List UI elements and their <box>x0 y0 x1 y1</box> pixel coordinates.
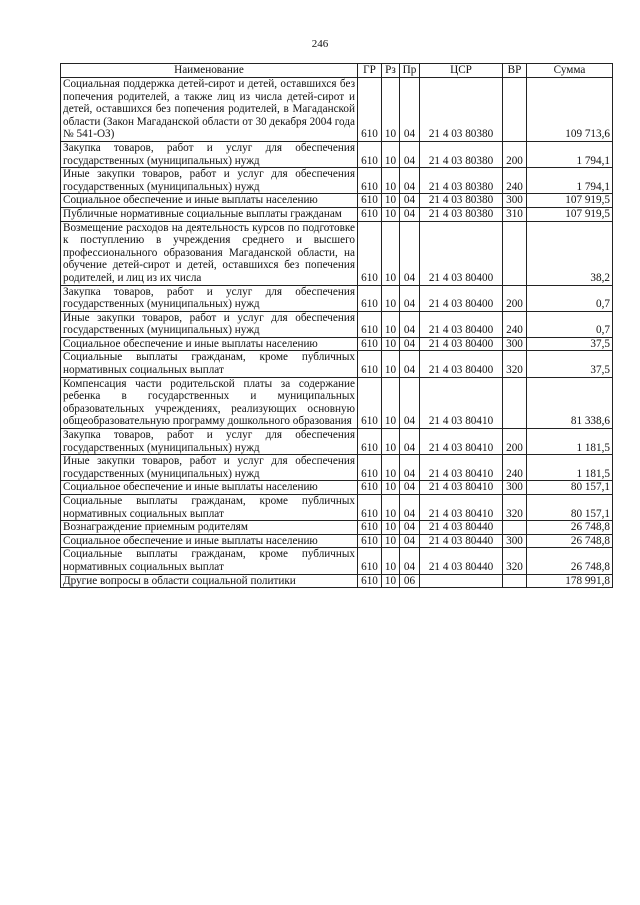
cell-vr <box>503 78 527 142</box>
cell-sum: 1 181,5 <box>527 429 613 455</box>
table-row <box>61 548 613 574</box>
cell-pr: 04 <box>400 455 420 481</box>
cell-rz: 10 <box>382 495 400 521</box>
table-row <box>61 285 613 311</box>
cell-gr: 610 <box>358 574 382 588</box>
cell-vr: 300 <box>503 194 527 208</box>
header-gr: ГР <box>358 64 382 78</box>
cell-name: Иные закупки товаров, работ и услуг для обеспечения государственных (муниципальных) нужд <box>61 311 358 337</box>
cell-csr <box>420 574 503 588</box>
cell-gr: 610 <box>358 285 382 311</box>
cell-vr: 320 <box>503 351 527 377</box>
cell-csr: 21 4 03 80410 <box>420 377 503 428</box>
table-row <box>61 337 613 351</box>
page-number: 246 <box>311 38 329 50</box>
cell-name: Социальные выплаты гражданам, кроме публичных нормативных социальных выплат <box>61 351 358 377</box>
cell-sum: 80 157,1 <box>527 481 613 495</box>
header-name: Наименование <box>61 64 358 78</box>
cell-name: Другие вопросы в области социальной политики <box>61 574 358 588</box>
table-row <box>61 521 613 535</box>
cell-pr: 04 <box>400 548 420 574</box>
cell-sum: 1 181,5 <box>527 455 613 481</box>
cell-sum: 80 157,1 <box>527 495 613 521</box>
cell-pr: 04 <box>400 141 420 167</box>
cell-csr: 21 4 03 80410 <box>420 481 503 495</box>
cell-pr: 04 <box>400 78 420 142</box>
table-row <box>61 311 613 337</box>
cell-pr: 04 <box>400 285 420 311</box>
cell-csr: 21 4 03 80380 <box>420 207 503 221</box>
cell-csr: 21 4 03 80400 <box>420 311 503 337</box>
cell-pr: 04 <box>400 194 420 208</box>
cell-sum: 26 748,8 <box>527 521 613 535</box>
cell-sum: 1 794,1 <box>527 168 613 194</box>
cell-vr: 240 <box>503 168 527 194</box>
cell-name: Социальное обеспечение и иные выплаты населению <box>61 194 358 208</box>
table-row <box>61 351 613 377</box>
cell-sum: 1 794,1 <box>527 141 613 167</box>
cell-rz: 10 <box>382 221 400 285</box>
cell-name: Возмещение расходов на деятельность курсов по подготовке к поступлению в учреждения среднего и высшего профессионального образования Магаданской области, на обучение детей-сирот и детей, оставшихся без попечения родителей, и лиц из их числа <box>61 221 358 285</box>
cell-gr: 610 <box>358 168 382 194</box>
cell-gr: 610 <box>358 429 382 455</box>
cell-vr <box>503 377 527 428</box>
table-row <box>61 194 613 208</box>
table-row <box>61 168 613 194</box>
table-row <box>61 221 613 285</box>
cell-pr: 04 <box>400 207 420 221</box>
cell-name: Закупка товаров, работ и услуг для обеспечения государственных (муниципальных) нужд <box>61 141 358 167</box>
cell-name: Социальные выплаты гражданам, кроме публичных нормативных социальных выплат <box>61 495 358 521</box>
header-csr: ЦСР <box>420 64 503 78</box>
budget-table <box>60 63 613 588</box>
cell-sum: 0,7 <box>527 311 613 337</box>
cell-rz: 10 <box>382 548 400 574</box>
cell-name: Закупка товаров, работ и услуг для обеспечения государственных (муниципальных) нужд <box>61 429 358 455</box>
cell-gr: 610 <box>358 481 382 495</box>
cell-sum: 26 748,8 <box>527 534 613 548</box>
cell-pr: 04 <box>400 521 420 535</box>
cell-vr: 300 <box>503 534 527 548</box>
cell-gr: 610 <box>358 534 382 548</box>
cell-csr: 21 4 03 80440 <box>420 548 503 574</box>
cell-csr: 21 4 03 80410 <box>420 495 503 521</box>
table-row <box>61 574 613 588</box>
cell-pr: 04 <box>400 377 420 428</box>
cell-gr: 610 <box>358 377 382 428</box>
table-row <box>61 534 613 548</box>
header-sum: Сумма <box>527 64 613 78</box>
header-pr: Пр <box>400 64 420 78</box>
cell-sum: 107 919,5 <box>527 207 613 221</box>
cell-pr: 04 <box>400 534 420 548</box>
cell-name: Социальное обеспечение и иные выплаты населению <box>61 481 358 495</box>
cell-csr: 21 4 03 80380 <box>420 141 503 167</box>
cell-sum: 26 748,8 <box>527 548 613 574</box>
cell-gr: 610 <box>358 194 382 208</box>
cell-rz: 10 <box>382 351 400 377</box>
cell-sum: 109 713,6 <box>527 78 613 142</box>
cell-rz: 10 <box>382 311 400 337</box>
cell-name: Социальное обеспечение и иные выплаты населению <box>61 534 358 548</box>
cell-vr <box>503 574 527 588</box>
table-row <box>61 207 613 221</box>
cell-rz: 10 <box>382 521 400 535</box>
cell-sum: 107 919,5 <box>527 194 613 208</box>
cell-csr: 21 4 03 80400 <box>420 221 503 285</box>
cell-vr: 200 <box>503 285 527 311</box>
cell-gr: 610 <box>358 455 382 481</box>
cell-pr: 06 <box>400 574 420 588</box>
cell-pr: 04 <box>400 221 420 285</box>
cell-pr: 04 <box>400 351 420 377</box>
cell-vr: 200 <box>503 141 527 167</box>
cell-vr: 240 <box>503 455 527 481</box>
cell-rz: 10 <box>382 481 400 495</box>
cell-name: Вознаграждение приемным родителям <box>61 521 358 535</box>
table-row <box>61 429 613 455</box>
table-row <box>61 455 613 481</box>
cell-name: Социальные выплаты гражданам, кроме публичных нормативных социальных выплат <box>61 548 358 574</box>
cell-gr: 610 <box>358 495 382 521</box>
cell-pr: 04 <box>400 168 420 194</box>
cell-pr: 04 <box>400 495 420 521</box>
cell-vr: 300 <box>503 337 527 351</box>
cell-rz: 10 <box>382 207 400 221</box>
cell-csr: 21 4 03 80410 <box>420 429 503 455</box>
table-row <box>61 377 613 428</box>
cell-vr <box>503 521 527 535</box>
cell-csr: 21 4 03 80380 <box>420 194 503 208</box>
cell-gr: 610 <box>358 521 382 535</box>
table-row <box>61 481 613 495</box>
cell-rz: 10 <box>382 337 400 351</box>
cell-name: Иные закупки товаров, работ и услуг для обеспечения государственных (муниципальных) нужд <box>61 168 358 194</box>
cell-gr: 610 <box>358 141 382 167</box>
cell-csr: 21 4 03 80380 <box>420 78 503 142</box>
cell-gr: 610 <box>358 351 382 377</box>
cell-gr: 610 <box>358 78 382 142</box>
cell-rz: 10 <box>382 455 400 481</box>
cell-sum: 81 338,6 <box>527 377 613 428</box>
cell-name: Закупка товаров, работ и услуг для обеспечения государственных (муниципальных) нужд <box>61 285 358 311</box>
cell-gr: 610 <box>358 548 382 574</box>
cell-sum: 37,5 <box>527 337 613 351</box>
cell-sum: 38,2 <box>527 221 613 285</box>
cell-vr: 310 <box>503 207 527 221</box>
header-rz: Рз <box>382 64 400 78</box>
cell-name: Социальное обеспечение и иные выплаты населению <box>61 337 358 351</box>
cell-vr: 320 <box>503 548 527 574</box>
cell-pr: 04 <box>400 337 420 351</box>
cell-name: Компенсация части родительской платы за содержание ребенка в государственных и муниципальных образовательных учреждениях, реализующих основную общеобразовательную программу дошкольного образования <box>61 377 358 428</box>
cell-rz: 10 <box>382 141 400 167</box>
cell-vr: 300 <box>503 481 527 495</box>
cell-csr: 21 4 03 80400 <box>420 285 503 311</box>
cell-rz: 10 <box>382 78 400 142</box>
cell-csr: 21 4 03 80410 <box>420 455 503 481</box>
cell-name: Социальная поддержка детей-сирот и детей, оставшихся без попечения родителей, а также лиц из числа детей-сирот и детей, оставшихся без попечения родителей, в Магаданской области (Закон Магаданской области от 30 декабря 2004 года № 541-ОЗ) <box>61 78 358 142</box>
cell-rz: 10 <box>382 377 400 428</box>
cell-pr: 04 <box>400 481 420 495</box>
cell-rz: 10 <box>382 285 400 311</box>
cell-sum: 0,7 <box>527 285 613 311</box>
cell-pr: 04 <box>400 429 420 455</box>
table-header-row <box>61 64 613 78</box>
header-vr: ВР <box>503 64 527 78</box>
cell-vr <box>503 221 527 285</box>
cell-csr: 21 4 03 80400 <box>420 351 503 377</box>
cell-csr: 21 4 03 80400 <box>420 337 503 351</box>
cell-rz: 10 <box>382 194 400 208</box>
cell-rz: 10 <box>382 168 400 194</box>
table-row <box>61 141 613 167</box>
cell-pr: 04 <box>400 311 420 337</box>
cell-name: Публичные нормативные социальные выплаты гражданам <box>61 207 358 221</box>
cell-vr: 240 <box>503 311 527 337</box>
table-row <box>61 495 613 521</box>
cell-gr: 610 <box>358 221 382 285</box>
cell-rz: 10 <box>382 429 400 455</box>
cell-sum: 178 991,8 <box>527 574 613 588</box>
cell-gr: 610 <box>358 337 382 351</box>
cell-rz: 10 <box>382 574 400 588</box>
cell-rz: 10 <box>382 534 400 548</box>
cell-csr: 21 4 03 80440 <box>420 521 503 535</box>
cell-gr: 610 <box>358 207 382 221</box>
cell-csr: 21 4 03 80380 <box>420 168 503 194</box>
cell-gr: 610 <box>358 311 382 337</box>
cell-name: Иные закупки товаров, работ и услуг для обеспечения государственных (муниципальных) нужд <box>61 455 358 481</box>
cell-vr: 320 <box>503 495 527 521</box>
table-row <box>61 78 613 142</box>
cell-vr: 200 <box>503 429 527 455</box>
cell-csr: 21 4 03 80440 <box>420 534 503 548</box>
cell-sum: 37,5 <box>527 351 613 377</box>
